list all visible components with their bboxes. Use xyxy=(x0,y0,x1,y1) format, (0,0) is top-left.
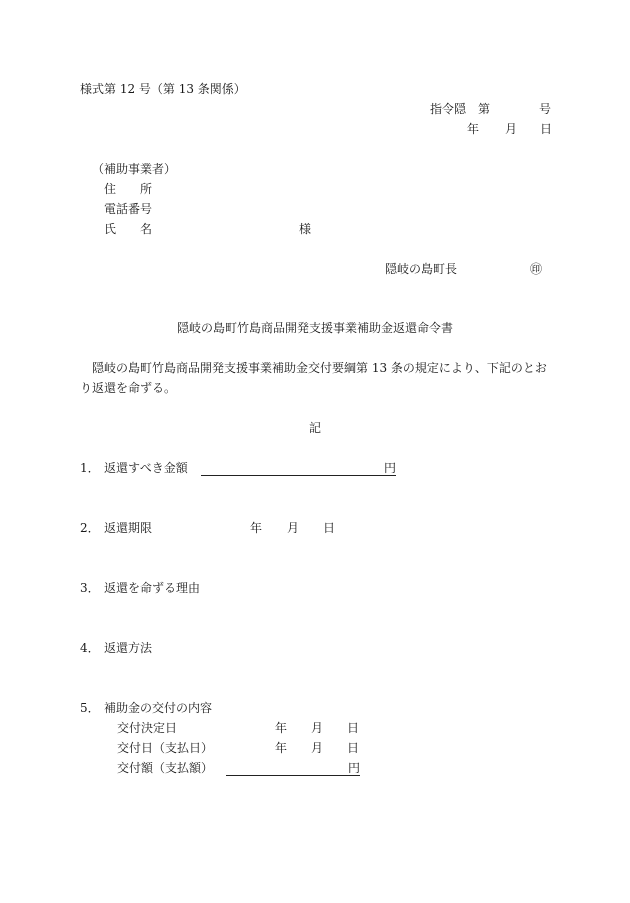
item2-month: 月 xyxy=(287,521,300,535)
date-day: 日 xyxy=(540,122,553,136)
payment-day: 日 xyxy=(347,741,360,755)
payment-month: 月 xyxy=(311,741,324,755)
item4-number: 4． xyxy=(80,641,100,655)
recipient-heading: （補助事業者） xyxy=(92,162,177,176)
reference-prefix: 指令隠 xyxy=(430,102,467,116)
decision-year: 年 xyxy=(275,721,288,735)
item3-label: 返還を命ずる理由 xyxy=(104,581,201,595)
address-label: 住 所 xyxy=(104,182,153,196)
item1-amount-underline xyxy=(201,461,396,476)
date-month: 月 xyxy=(505,122,518,136)
body-line-2: り返還を命ずる。 xyxy=(80,381,177,395)
amount-label: 交付額（支払額） xyxy=(117,761,214,775)
item5-label: 補助金の交付の内容 xyxy=(104,701,213,715)
body-line-1: 隠岐の島町竹島商品開発支援事業補助金交付要綱第 13 条の規定により、下記のとお xyxy=(92,361,547,375)
item2-day: 日 xyxy=(323,521,336,535)
ki-marker: 記 xyxy=(308,421,321,435)
form-number-label: 様式第 12 号（第 13 条関係） xyxy=(80,82,246,96)
amount-unit: 円 xyxy=(348,761,361,775)
item5-number: 5． xyxy=(80,701,100,715)
item3-number: 3． xyxy=(80,581,100,595)
payment-year: 年 xyxy=(275,741,288,755)
document-title: 隠岐の島町竹島商品開発支援事業補助金返還命令書 xyxy=(176,321,453,335)
item2-label: 返還期限 xyxy=(104,521,153,535)
seal-mark: ㊞ xyxy=(530,262,543,276)
phone-label: 電話番号 xyxy=(104,202,153,216)
item2-year: 年 xyxy=(250,521,263,535)
item4-label: 返還方法 xyxy=(104,641,153,655)
item1-unit: 円 xyxy=(384,461,397,475)
date-year: 年 xyxy=(467,122,480,136)
payment-date-label: 交付日（支払日） xyxy=(117,741,214,755)
honorific-sama: 様 xyxy=(299,222,312,236)
decision-month: 月 xyxy=(311,721,324,735)
item1-number: 1． xyxy=(80,461,100,475)
amount-underline xyxy=(226,761,360,776)
decision-date-label: 交付決定日 xyxy=(117,721,178,735)
reference-go: 号 xyxy=(539,102,552,116)
issuer-title: 隠岐の島町長 xyxy=(385,262,458,276)
decision-day: 日 xyxy=(347,721,360,735)
item1-label: 返還すべき金額 xyxy=(104,461,188,475)
name-label: 氏 名 xyxy=(104,222,153,236)
reference-dai: 第 xyxy=(478,102,491,116)
item2-number: 2． xyxy=(80,521,100,535)
